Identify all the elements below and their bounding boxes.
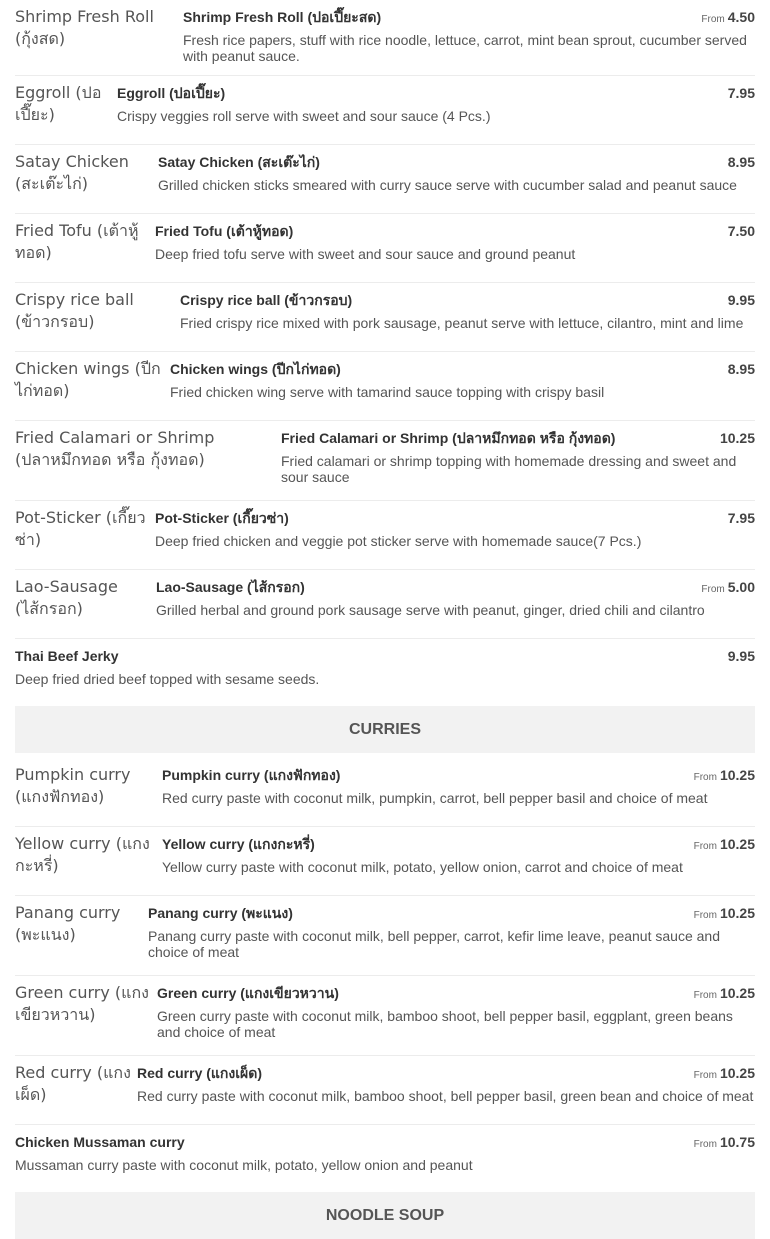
- item-description: Panang curry paste with coconut milk, bell pepper, carrot, kefir lime leave, peanut sauce and choice of meat: [148, 928, 720, 960]
- item-description: Grilled chicken sticks smeared with curry sauce serve with cucumber salad and peanut sauce: [158, 177, 737, 193]
- item-description: Mussaman curry paste with coconut milk, potato, yellow onion and peanut: [15, 1157, 473, 1173]
- menu-item[interactable]: [15, 352, 755, 421]
- item-price: From 10.25: [693, 905, 755, 921]
- item-price: 7.95: [727, 510, 755, 526]
- item-description: Grilled herbal and ground pork sausage serve with peanut, ginger, dried chili and cilantro: [156, 602, 705, 618]
- item-name: Chicken Mussaman curry: [15, 1134, 185, 1150]
- item-description: Fried crispy rice mixed with pork sausage, peanut serve with lettuce, cilantro, mint and lime: [180, 315, 744, 331]
- item-description: Yellow curry paste with coconut milk, potato, yellow onion, carrot and choice of meat: [162, 859, 683, 875]
- from-label: From: [701, 584, 725, 595]
- from-label: From: [693, 1070, 717, 1081]
- menu-item[interactable]: [15, 501, 755, 570]
- menu-item[interactable]: [15, 976, 755, 1056]
- menu-item[interactable]: [15, 639, 755, 699]
- item-description: Deep fried chicken and veggie pot sticker serve with homemade sauce(7 Pcs.): [155, 533, 642, 549]
- item-name: Thai Beef Jerky: [15, 648, 119, 664]
- menu-item[interactable]: [15, 827, 755, 896]
- from-label: From: [693, 772, 717, 783]
- item-price: 9.95: [727, 648, 755, 664]
- item-image: Eggroll (ปอเปี๊ยะ): [15, 83, 102, 124]
- item-price: 7.50: [727, 223, 755, 239]
- from-label: From: [701, 14, 725, 25]
- item-name: Green curry (แกงเขียวหวาน): [157, 985, 339, 1001]
- item-description: Fried chicken wing serve with tamarind sauce topping with crispy basil: [170, 384, 605, 400]
- item-price: 8.95: [727, 154, 755, 170]
- item-name: Chicken wings (ปีกไก่ทอด): [170, 361, 341, 377]
- item-price: From 5.00: [701, 579, 755, 595]
- item-image: Pumpkin curry (แกงฟักทอง): [15, 765, 131, 806]
- item-price: 9.95: [727, 292, 755, 308]
- item-price: From 4.50: [701, 9, 755, 25]
- from-label: From: [693, 990, 717, 1001]
- item-name: Shrimp Fresh Roll (ปอเปี๊ยะสด): [183, 9, 382, 25]
- item-name: Fried Calamari or Shrimp (ปลาหมึกทอด หรือ กุ้งทอด): [281, 430, 616, 446]
- item-description: Red curry paste with coconut milk, bamboo shoot, bell pepper basil, green bean and choice of meat: [137, 1088, 754, 1104]
- item-name: Yellow curry (แกงกะหรี่): [162, 836, 315, 852]
- item-name: Red curry (แกงเผ็ด): [137, 1065, 262, 1081]
- item-image: Pot-Sticker (เกี๊ยวซ่า): [15, 508, 146, 549]
- from-label: From: [693, 910, 717, 921]
- menu-item[interactable]: [15, 145, 755, 214]
- menu-item[interactable]: [15, 214, 755, 283]
- item-price: 7.95: [727, 85, 755, 101]
- item-image: Fried Calamari or Shrimp (ปลาหมึกทอด หรือ กุ้งทอด): [15, 428, 215, 469]
- menu-item[interactable]: [15, 1056, 755, 1125]
- item-image: Panang curry (พะแนง): [15, 903, 121, 944]
- from-label: From: [693, 841, 717, 852]
- item-price: From 10.25: [693, 767, 755, 783]
- item-price: 8.95: [727, 361, 755, 377]
- item-description: Deep fried dried beef topped with sesame seeds.: [15, 671, 320, 687]
- item-name: Fried Tofu (เต้าหู้ทอด): [155, 223, 294, 239]
- item-name: Crispy rice ball (ข้าวกรอบ): [180, 292, 353, 308]
- item-image: Satay Chicken (สะเต๊ะไก่): [15, 152, 129, 193]
- item-price: From 10.25: [693, 1065, 755, 1081]
- item-name: Eggroll (ปอเปี๊ยะ): [117, 85, 226, 101]
- menu-item[interactable]: [15, 758, 755, 827]
- item-description: Green curry paste with coconut milk, bamboo shoot, bell pepper basil, eggplant, green beans and choice of meat: [157, 1008, 733, 1040]
- item-image: Green curry (แกงเขียวหวาน): [15, 983, 149, 1024]
- menu-item[interactable]: [15, 76, 755, 145]
- item-description: Fried calamari or shrimp topping with homemade dressing and sweet and sour sauce: [281, 453, 737, 485]
- from-label: From: [693, 1139, 717, 1150]
- section-header-noodle-soup: NOODLE SOUP: [15, 1192, 755, 1239]
- item-price: From 10.25: [693, 985, 755, 1001]
- menu-item[interactable]: [15, 570, 755, 639]
- item-name: Lao-Sausage (ไส้กรอก): [156, 579, 305, 595]
- menu-item[interactable]: [15, 1125, 755, 1185]
- menu-item[interactable]: [15, 283, 755, 352]
- menu-item[interactable]: [15, 421, 755, 501]
- item-image: Yellow curry (แกงกะหรี่): [15, 834, 150, 875]
- item-image: Crispy rice ball (ข้าวกรอบ): [15, 290, 134, 331]
- item-name: Satay Chicken (สะเต๊ะไก่): [158, 154, 320, 170]
- menu-item[interactable]: [15, 896, 755, 976]
- item-description: Deep fried tofu serve with sweet and sour sauce and ground peanut: [155, 246, 576, 262]
- item-name: Panang curry (พะแนง): [148, 905, 293, 921]
- item-image: Fried Tofu (เต้าหู้ทอด): [15, 221, 139, 262]
- menu-item[interactable]: [15, 0, 755, 76]
- item-image: Chicken wings (ปีกไก่ทอด): [15, 359, 161, 400]
- item-price: From 10.25: [693, 836, 755, 852]
- item-name: Pumpkin curry (แกงฟักทอง): [162, 767, 341, 783]
- item-image: Red curry (แกงเผ็ด): [15, 1063, 131, 1104]
- item-image: Shrimp Fresh Roll (กุ้งสด): [15, 7, 154, 48]
- section-header-curries: CURRIES: [15, 706, 755, 753]
- item-price: From 10.75: [693, 1134, 755, 1150]
- item-description: Red curry paste with coconut milk, pumpkin, carrot, bell pepper basil and choice of meat: [162, 790, 708, 806]
- item-image: Lao-Sausage (ไส้กรอก): [15, 577, 118, 618]
- item-description: Crispy veggies roll serve with sweet and sour sauce (4 Pcs.): [117, 108, 491, 124]
- item-name: Pot-Sticker (เกี๊ยวซ่า): [155, 510, 289, 526]
- item-description: Fresh rice papers, stuff with rice noodle, lettuce, carrot, mint bean sprout, cucumber served with peanut sauce.: [183, 32, 747, 64]
- item-price: 10.25: [719, 430, 755, 446]
